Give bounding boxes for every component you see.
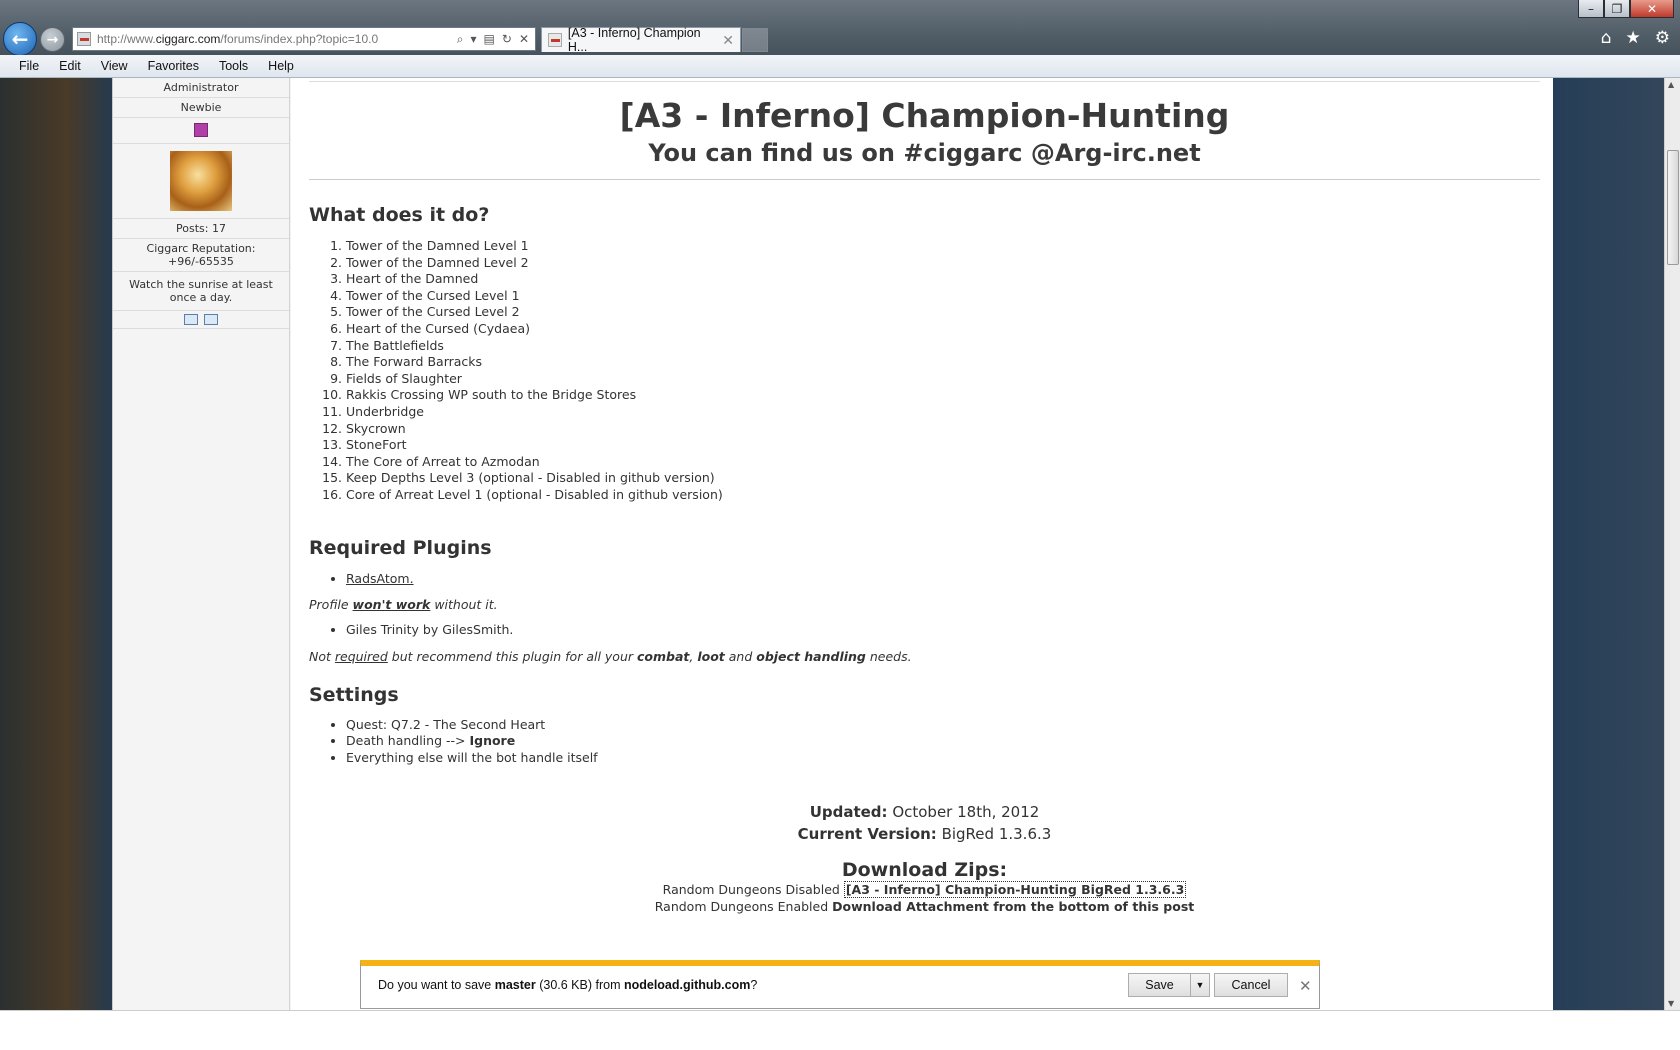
back-arrow-icon: ←: [11, 27, 29, 51]
list-item: 7. The Battlefields: [346, 338, 1540, 355]
list-item: [346, 571, 1540, 588]
download-enabled-line: [309, 898, 1540, 915]
menu-view[interactable]: View: [100, 59, 128, 73]
menu-tools[interactable]: Tools: [218, 59, 249, 73]
updated-value: October 18th, 2012: [887, 803, 1040, 822]
post-body: [291, 78, 1553, 1010]
steps-list: [309, 238, 1540, 504]
poster-info-panel: [113, 78, 290, 1010]
poster-posts: Posts: 17: [113, 219, 289, 239]
cancel-button[interactable]: Cancel: [1214, 973, 1288, 997]
new-tab-button[interactable]: [742, 28, 768, 52]
menu-favorites[interactable]: Favorites: [147, 59, 199, 73]
download-heading: Download Zips:: [841, 859, 1008, 882]
wont-work-link[interactable]: won't work: [352, 597, 431, 613]
notification-text: Do you want to save: [378, 978, 495, 992]
list-item: 12. Skycrown: [346, 421, 1540, 438]
required-plugins-list: [309, 571, 1540, 588]
list-item: • Quest: Q7.2 - The Second Heart: [346, 717, 1540, 734]
radsatom-link[interactable]: RadsAtom.: [346, 570, 414, 586]
tab-close-icon[interactable]: ✕: [722, 31, 734, 48]
search-icon[interactable]: ⌕: [456, 31, 464, 46]
download-disabled-line: [309, 881, 1540, 898]
version-value: BigRed 1.3.6.3: [936, 825, 1052, 844]
list-item: 14. The Core of Arreat to Azmodan: [346, 454, 1540, 471]
url-path: /forums/index.php?topic=10.0: [220, 32, 379, 46]
what-heading: What does it do?: [309, 204, 490, 226]
refresh-icon[interactable]: ↻: [501, 31, 512, 46]
poster-contact-icons: [113, 311, 289, 329]
forward-arrow-icon: →: [46, 31, 59, 48]
page-viewport: [0, 78, 1664, 1010]
forum-post-container: [112, 78, 1552, 1010]
group-star-icon: [194, 123, 208, 137]
version-info: [309, 801, 1540, 845]
site-favicon-icon: [77, 32, 91, 46]
list-item: 5. Tower of the Cursed Level 2: [346, 304, 1540, 321]
poster-avatar-cell: [113, 144, 289, 219]
list-item: 3. Heart of the Damned: [346, 271, 1540, 288]
settings-list: [309, 717, 1540, 767]
scroll-down-arrow-icon[interactable]: ▼: [1668, 999, 1675, 1008]
version-line: [309, 823, 1540, 845]
save-options-dropdown[interactable]: [1190, 973, 1210, 997]
chevron-down-icon: ▼: [1195, 980, 1205, 990]
notification-text: (30.6 KB) from: [535, 978, 624, 992]
menu-bar: [0, 55, 1680, 78]
menu-file[interactable]: File: [19, 59, 40, 73]
list-item: 9. Fields of Slaughter: [346, 371, 1540, 388]
download-label: Random Dungeons Enabled: [654, 899, 833, 915]
note-text: and: [724, 648, 757, 664]
list-item: • Giles Trinity by GilesSmith.: [346, 622, 1540, 639]
close-window-button[interactable]: ✕: [1630, 0, 1674, 18]
poster-signature: Watch the sunrise at least once a day.: [113, 272, 289, 311]
restore-button[interactable]: ❐: [1604, 0, 1630, 18]
tab-active[interactable]: [541, 27, 741, 52]
scroll-thumb[interactable]: [1667, 150, 1679, 265]
list-item: 10. Rakkis Crossing WP south to the Bridge Stores: [346, 387, 1540, 404]
window-controls: [1578, 0, 1674, 18]
plugin-note-1: [309, 597, 1540, 612]
tab-title: [A3 - Inferno] Champion H...: [567, 26, 701, 54]
list-item: 6. Heart of the Cursed (Cydaea): [346, 321, 1540, 338]
note-text: Not: [309, 648, 335, 664]
tab-favicon-icon: [548, 33, 562, 47]
list-item: 1. Tower of the Damned Level 1: [346, 238, 1540, 255]
notification-message: [378, 978, 757, 992]
settings-heading: Settings: [309, 683, 399, 706]
poster-group-cell: [113, 118, 289, 144]
note-text: Profile: [309, 597, 353, 613]
updated-line: [309, 801, 1540, 823]
list-item: 13. StoneFort: [346, 437, 1540, 454]
poster-role: Administrator: [113, 78, 289, 98]
download-zip-link[interactable]: [A3 - Inferno] Champion-Hunting BigRed 1.3.6.3: [845, 882, 1185, 898]
scroll-up-arrow-icon[interactable]: ▲: [1668, 80, 1675, 89]
compatibility-view-icon[interactable]: ▤: [483, 31, 495, 46]
poster-reputation: Ciggarc Reputation: +96/-65535: [113, 239, 289, 272]
menu-help[interactable]: Help: [268, 59, 294, 73]
minimize-button[interactable]: –: [1578, 0, 1604, 18]
version-label: Current Version:: [797, 825, 937, 844]
close-icon[interactable]: ✕: [1299, 978, 1312, 995]
setting-label: Death handling -->: [346, 733, 470, 749]
note-text: but recommend this plugin for all your: [387, 648, 637, 664]
vertical-scrollbar[interactable]: [1664, 78, 1680, 1010]
notification-text: ?: [750, 978, 758, 992]
post-top-divider: [309, 81, 1540, 82]
list-item: [346, 733, 1540, 750]
dropdown-arrow-icon[interactable]: ▾: [470, 31, 477, 46]
recommended-plugins-list: [309, 622, 1540, 639]
note-emphasis: loot: [697, 648, 725, 664]
browser-toolbar-icons: [1601, 28, 1670, 48]
gear-icon[interactable]: ⚙: [1654, 28, 1670, 48]
note-emphasis: object handling: [756, 648, 866, 664]
forward-button[interactable]: [40, 27, 65, 52]
email-icon[interactable]: [204, 314, 218, 325]
back-button[interactable]: [3, 22, 37, 56]
address-tools: [457, 32, 535, 47]
list-item: 2. Tower of the Damned Level 2: [346, 255, 1540, 272]
post-title: [A3 - Inferno] Champion-Hunting: [619, 96, 1230, 135]
list-item: 16. Core of Arreat Level 1 (optional - Disabled in github version): [346, 487, 1540, 504]
profile-icon[interactable]: [184, 314, 198, 325]
list-item: 11. Underbridge: [346, 404, 1540, 421]
list-item: • Everything else will the bot handle itself: [346, 750, 1540, 767]
url-prefix: http://www.: [97, 32, 156, 46]
required-plugins-heading: Required Plugins: [309, 536, 492, 559]
download-attachment-text: Download Attachment from the bottom of this post: [832, 899, 1195, 915]
post-subtitle: You can find us on #ciggarc @Arg-irc.net: [648, 139, 1201, 167]
note-text: without it.: [430, 597, 498, 613]
list-item: 8. The Forward Barracks: [346, 354, 1540, 371]
note-emphasis: combat: [636, 648, 690, 664]
note-text: ,: [689, 648, 698, 664]
title-divider: [309, 179, 1540, 180]
list-item: 4. Tower of the Cursed Level 1: [346, 288, 1540, 305]
url-domain: ciggarc.com: [155, 32, 221, 46]
download-label: Random Dungeons Disabled: [662, 882, 844, 898]
note-text: needs.: [865, 648, 912, 664]
status-bar: [0, 1010, 1680, 1050]
notification-file-name: master: [494, 978, 536, 992]
list-item: 15. Keep Depths Level 3 (optional - Disabled in github version): [346, 470, 1540, 487]
updated-label: Updated:: [809, 803, 888, 822]
notification-host: nodeload.github.com: [623, 978, 751, 992]
required-link[interactable]: required: [334, 648, 388, 664]
menu-edit[interactable]: Edit: [59, 59, 81, 73]
download-notification-bar: [360, 960, 1320, 1009]
home-icon[interactable]: ⌂: [1600, 28, 1612, 48]
setting-value: Ignore: [469, 733, 516, 749]
avatar: [170, 151, 232, 211]
poster-rank: Newbie: [113, 98, 289, 118]
address-bar[interactable]: [72, 27, 536, 51]
star-icon[interactable]: ★: [1625, 28, 1641, 48]
save-button[interactable]: Save: [1128, 973, 1191, 997]
plugin-note-2: [309, 649, 1540, 664]
stop-icon[interactable]: ✕: [518, 31, 529, 46]
